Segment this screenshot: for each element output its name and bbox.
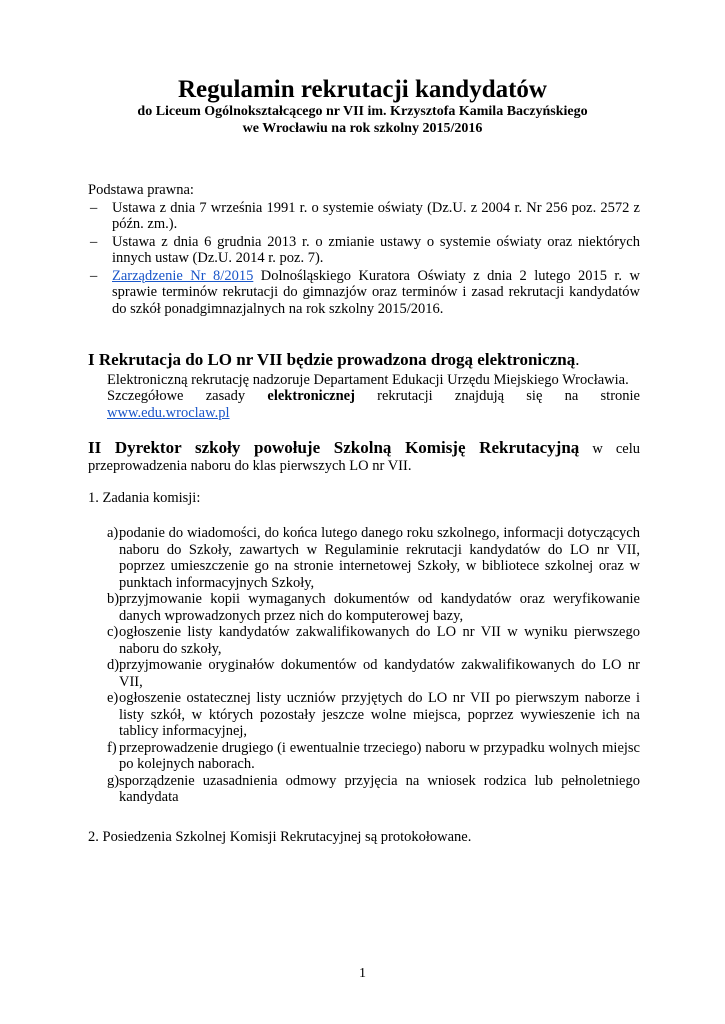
page-title: Regulamin rekrutacji kandydatów	[177, 76, 547, 103]
legal-basis-label: Podstawa prawna:	[88, 182, 194, 198]
dash-marker: –	[90, 267, 98, 284]
section-1-heading: I Rekrutacja do LO nr VII będzie prowadzona drogą elektroniczną.	[88, 350, 580, 369]
edu-wroclaw-link[interactable]: www.edu.wroclaw.pl	[107, 404, 230, 421]
list-marker: g)	[107, 772, 120, 789]
legal-item-text: Ustawa z dnia 6 grudnia 2013 r. o zmianie ustawy o systemie oświaty oraz niektórych innych ustaw (Dz.U. 2014 r. poz. 7).	[112, 233, 640, 266]
task-text: przyjmowanie oryginałów dokumentów od kandydatów zakwalifikowanych do LO nr VII,	[119, 657, 640, 690]
section-1-line-2: Szczegółowe zasady elektronicznej rekrutacji znajdują się na stronie	[107, 388, 640, 404]
task-text: przyjmowanie kopii wymaganych dokumentów od kandydatów oraz weryfikowanie danych wprowadzonych przez nich do komputerowej bazy,	[119, 591, 640, 624]
point-1-heading: 1. Zadania komisji:	[88, 490, 201, 506]
task-text: ogłoszenie listy kandydatów zakwalifikowanych do LO nr VII w wyniku pierwszego naboru do szkoły,	[119, 624, 640, 657]
list-marker: a)	[107, 525, 119, 541]
dash-marker: –	[90, 233, 98, 250]
legal-item-text: Dolnośląskiego Kuratora Oświaty z dnia 2 lutego 2015 r. w sprawie terminów rekrutacji do gimnazjów oraz terminów i zasad rekrutacji kandydatów do szkół ponadgimnazjalnych na rok szkolny 2015/2016.	[112, 267, 640, 317]
legal-basis	[88, 182, 640, 318]
list-marker: e)	[107, 690, 119, 706]
subtitle-line-1: do Liceum Ogólnokształcącego nr VII im. Krzysztofa Kamila Baczyńskiego	[137, 104, 588, 119]
task-text: sporządzenie uzasadnienia odmowy przyjęcia na wniosek rodzica lub pełnoletniego kandydata	[119, 772, 640, 805]
list-marker: b)	[107, 591, 120, 607]
point-2: 2. Posiedzenia Szkolnej Komisji Rekrutacyjnej są protokołowane.	[88, 829, 472, 845]
section-1-line-1: Elektroniczną rekrutację nadzoruje Departament Edukacji Urzędu Miejskiego Wrocławia.	[107, 371, 629, 388]
section-1	[88, 352, 640, 421]
section-2	[88, 440, 640, 474]
list-item	[88, 268, 640, 318]
list-marker: c)	[107, 624, 119, 640]
list-item	[88, 773, 640, 806]
legal-item-text: Ustawa z dnia 7 września 1991 r. o systemie oświaty (Dz.U. z 2004 r. Nr 256 poz. 2572 z późn. zm.).	[112, 199, 640, 232]
task-text: przeprowadzenie drugiego (i ewentualnie trzeciego) naboru w przypadku wolnych miejsc po kolejnych naborach.	[119, 739, 640, 772]
list-item	[88, 200, 640, 233]
task-text: podanie do wiadomości, do końca lutego danego roku szkolnego, informacji dotyczących naboru do Szkoły, zawartych w Regulaminie rekrutacji kandydatów do LO nr VII, poprzez umieszczenie go na stronie internetowej Szkoły, w bibliotece szkolnej oraz w punktach informacyjnych Szkoły,	[119, 525, 640, 591]
page-number: 1	[359, 966, 366, 981]
list-item	[88, 690, 640, 740]
list-item	[88, 624, 640, 657]
list-marker: d)	[107, 657, 120, 673]
list-item	[88, 591, 640, 624]
list-item	[88, 525, 640, 591]
task-text: ogłoszenie ostatecznej listy uczniów przyjętych do LO nr VII po pierwszym naborze i listy szkół, w których pozostały jeszcze wolne miejsca, poprzez wywieszenie ich na tablicy informacyjnej,	[119, 690, 640, 739]
subtitle-line-2: we Wrocławiu na rok szkolny 2015/2016	[242, 121, 483, 136]
legal-basis-list	[88, 200, 640, 318]
tasks-list	[88, 525, 640, 806]
list-item	[88, 740, 640, 773]
list-item	[88, 657, 640, 690]
section-2-heading: II Dyrektor szkoły powołuje Szkolną Komisję Rekrutacyjną w celu przeprowadzenia naboru do klas pierwszych LO nr VII.	[88, 438, 640, 474]
list-item	[88, 234, 640, 267]
dash-marker: –	[90, 199, 98, 216]
list-marker: f)	[107, 739, 117, 756]
zarzadzenie-link[interactable]: Zarządzenie Nr 8/2015	[112, 267, 254, 284]
section-1-description	[88, 372, 640, 422]
